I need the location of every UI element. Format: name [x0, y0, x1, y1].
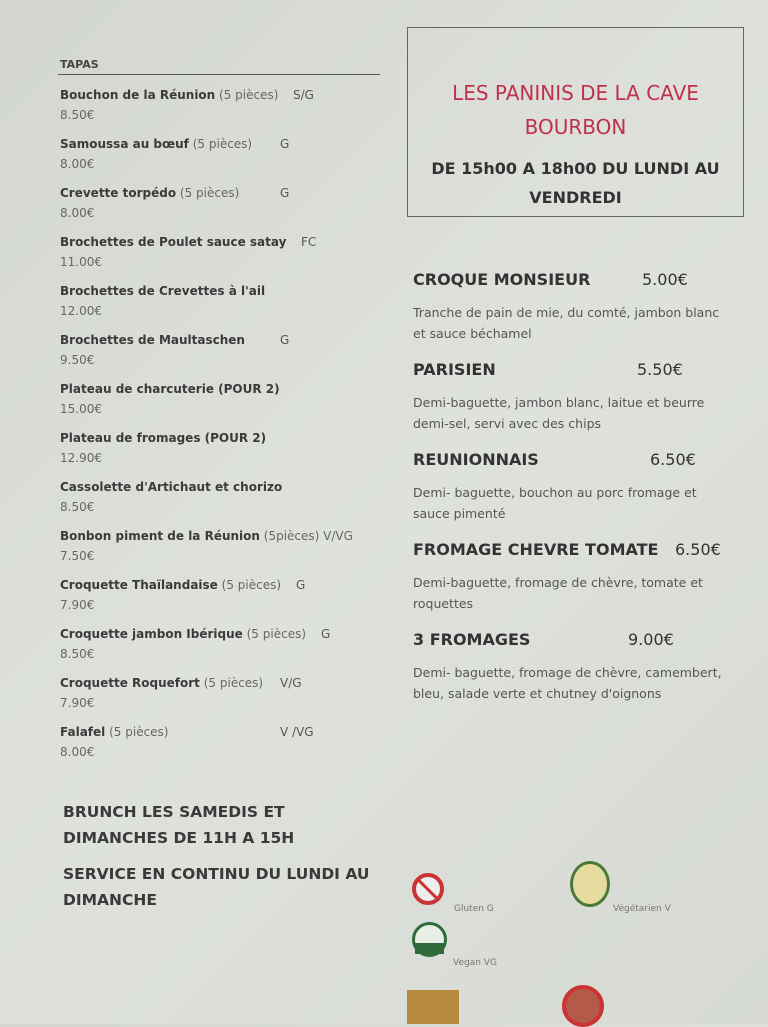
item-tag: V /VG — [280, 725, 314, 739]
item-name: Crevette torpédo — [60, 186, 177, 200]
tapas-item — [60, 382, 400, 431]
panini-desc-2: et sauce béchamel — [413, 326, 532, 341]
vegetarian-icon — [570, 861, 610, 907]
legend-gluten: Gluten G — [454, 904, 494, 914]
panini-desc-1: Demi-baguette, jambon blanc, laitue et beurre — [413, 395, 705, 410]
brunch-line-2: DIMANCHES DE 11H A 15H — [63, 829, 295, 847]
item-note: (5pièces) V/VG — [263, 529, 353, 543]
panini-item — [413, 630, 763, 720]
item-name: Cassolette d'Artichaut et chorizo — [60, 480, 283, 494]
item-price: 8.50€ — [60, 108, 95, 122]
item-tag: G — [280, 186, 290, 200]
tapas-item — [60, 480, 400, 529]
item-tag: V/G — [280, 676, 302, 690]
item-name: Bouchon de la Réunion — [60, 88, 216, 102]
item-note: (5 pièces) — [246, 627, 307, 641]
item-tag: G — [280, 333, 290, 347]
panini-item — [413, 540, 763, 630]
legend-vegan: Vegan VG — [453, 958, 497, 968]
item-name: Croquette Roquefort — [60, 676, 200, 690]
item-tag: G — [321, 627, 331, 641]
panini-price: 9.00€ — [628, 630, 674, 649]
item-price: 12.00€ — [60, 304, 102, 318]
panini-desc-1: Tranche de pain de mie, du comté, jambon blanc — [413, 305, 720, 320]
panini-item — [413, 270, 763, 360]
hours-line-1: DE 15h00 A 18h00 DU LUNDI AU — [431, 159, 720, 178]
title-line-2: BOURBON — [524, 115, 627, 139]
item-name: Plateau de fromages (POUR 2) — [60, 431, 267, 445]
panini-price: 6.50€ — [675, 540, 721, 559]
panini-desc-2: bleu, salade verte et chutney d'oignons — [413, 686, 662, 701]
no-gluten-icon — [412, 873, 444, 905]
item-tag: S/G — [293, 88, 314, 102]
panini-price: 6.50€ — [650, 450, 696, 469]
panini-name: 3 FROMAGES — [413, 630, 531, 649]
item-note: (5 pièces) — [192, 137, 253, 151]
item-price: 7.90€ — [60, 598, 95, 612]
item-name: Brochettes de Crevettes à l'ail — [60, 284, 266, 298]
legend-vegetarien: Végétarien V — [613, 904, 671, 914]
service-notice — [63, 861, 369, 913]
panini-item — [413, 360, 763, 450]
item-name: Bonbon piment de la Réunion — [60, 529, 260, 543]
item-name: Plateau de charcuterie (POUR 2) — [60, 382, 280, 396]
item-price: 8.50€ — [60, 500, 95, 514]
vegan-icon — [412, 922, 447, 957]
item-price: 8.50€ — [60, 647, 95, 661]
tapas-item — [60, 725, 400, 774]
panini-desc-2: roquettes — [413, 596, 474, 611]
panini-desc-1: Demi-baguette, fromage de chèvre, tomate et — [413, 575, 703, 590]
panini-name: PARISIEN — [413, 360, 496, 379]
panini-desc-2: demi-sel, servi avec des chips — [413, 416, 602, 431]
item-price: 8.00€ — [60, 206, 95, 220]
item-tag: G — [280, 137, 290, 151]
item-name: Brochettes de Maultaschen — [60, 333, 245, 347]
tapas-item — [60, 627, 400, 676]
item-name: Samoussa au bœuf — [60, 137, 189, 151]
tapas-list — [60, 88, 400, 774]
panini-desc-1: Demi- baguette, fromage de chèvre, camembert, — [413, 665, 722, 680]
item-price: 12.90€ — [60, 451, 102, 465]
tapas-item — [60, 529, 400, 578]
item-note: (5 pièces) — [203, 676, 264, 690]
item-price: 9.50€ — [60, 353, 95, 367]
tapas-item — [60, 333, 400, 382]
item-name: Croquette jambon Ibérique — [60, 627, 243, 641]
item-note: (5 pièces) — [109, 725, 169, 739]
item-tag: G — [296, 578, 306, 592]
title-line-1: LES PANINIS DE LA CAVE — [452, 81, 699, 105]
item-price: 15.00€ — [60, 402, 102, 416]
item-note: (5 pièces) — [179, 186, 240, 200]
item-name: Croquette Thaïlandaise — [60, 578, 218, 592]
service-line-1: SERVICE EN CONTINU DU LUNDI AU — [63, 865, 370, 883]
tapas-item — [60, 186, 400, 235]
panini-item — [413, 450, 763, 540]
tapas-item — [60, 284, 400, 333]
divider — [58, 74, 380, 75]
panini-name: CROQUE MONSIEUR — [413, 270, 591, 289]
item-tag: FC — [301, 235, 317, 249]
panini-name: FROMAGE CHEVRE TOMATE — [413, 540, 659, 559]
item-price: 7.50€ — [60, 549, 95, 563]
tapas-item — [60, 235, 400, 284]
panini-price: 5.50€ — [637, 360, 683, 379]
item-note: (5 pièces) — [221, 578, 282, 592]
paninis-header-box — [407, 27, 744, 217]
item-note: (5 pièces) — [219, 88, 279, 102]
brunch-notice — [63, 799, 294, 851]
item-name: Brochettes de Poulet sauce satay — [60, 235, 287, 249]
item-price: 11.00€ — [60, 255, 102, 269]
tapas-heading: TAPAS — [60, 58, 99, 71]
no-pork-icon — [562, 985, 604, 1027]
tapas-item — [60, 676, 400, 725]
item-price: 8.00€ — [60, 157, 95, 171]
tapas-item — [60, 88, 400, 137]
tapas-item — [60, 578, 400, 627]
panini-price: 5.00€ — [642, 270, 688, 289]
hours-line-2: VENDREDI — [529, 188, 622, 207]
panini-name: REUNIONNAIS — [413, 450, 539, 469]
panini-desc-2: sauce pimenté — [413, 506, 506, 521]
item-name: Falafel — [60, 725, 106, 739]
item-price: 8.00€ — [60, 745, 95, 759]
tapas-item — [60, 431, 400, 480]
item-price: 7.90€ — [60, 696, 95, 710]
tapas-item — [60, 137, 400, 186]
brunch-line-1: BRUNCH LES SAMEDIS ET — [63, 803, 285, 821]
service-line-2: DIMANCHE — [63, 891, 157, 909]
paninis-list — [413, 270, 763, 720]
panini-desc-1: Demi- baguette, bouchon au porc fromage et — [413, 485, 697, 500]
food-photo-icon — [407, 990, 459, 1024]
